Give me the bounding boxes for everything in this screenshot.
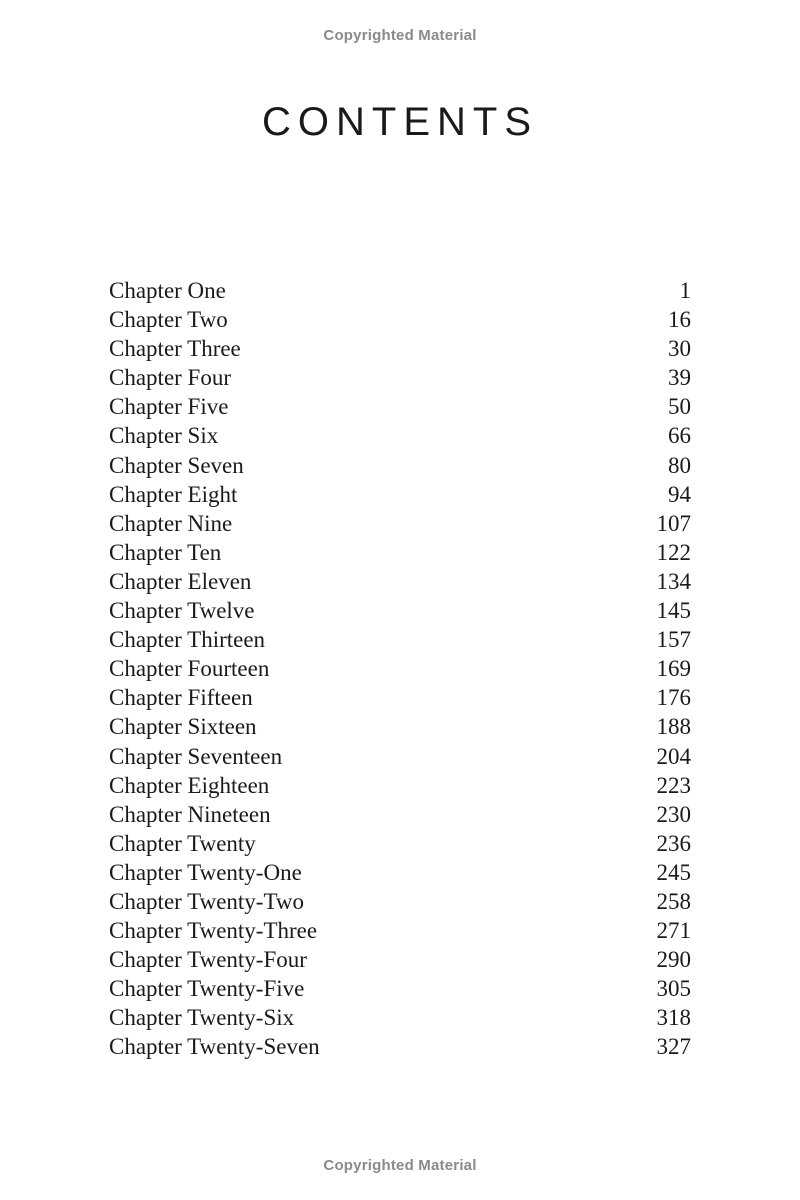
toc-page-number: 245	[656, 859, 691, 885]
toc-chapter-title: Chapter One	[109, 278, 226, 303]
toc-row	[109, 887, 691, 916]
toc-page-number: 204	[656, 743, 691, 769]
toc-page-number: 80	[668, 452, 691, 478]
toc-page-number: 305	[656, 976, 691, 1002]
toc-row	[109, 392, 691, 421]
toc-page-number: 16	[668, 307, 691, 333]
toc-chapter-title: Chapter Twenty-One	[109, 859, 302, 885]
toc-page-number: 318	[656, 1005, 691, 1031]
toc-page-number: 122	[656, 539, 691, 565]
toc-page-number: 236	[656, 830, 691, 856]
toc-chapter-title: Chapter Two	[109, 307, 228, 333]
toc-chapter-title: Chapter Sixteen	[109, 714, 257, 740]
toc-page-number: 145	[656, 598, 691, 624]
toc-chapter-title: Chapter Nineteen	[109, 801, 271, 827]
toc-page-number: 157	[656, 627, 691, 653]
toc-chapter-title: Chapter Twelve	[109, 598, 255, 624]
toc-row	[109, 945, 691, 974]
page-title: CONTENTS	[262, 100, 538, 144]
toc-page-number: 258	[656, 888, 691, 914]
toc-row	[109, 916, 691, 945]
toc-row	[109, 334, 691, 363]
toc-chapter-title: Chapter Twenty-Two	[109, 888, 305, 914]
toc-row	[109, 1003, 691, 1032]
toc-chapter-title: Chapter Thirteen	[109, 627, 266, 653]
toc-page-number: 50	[668, 394, 691, 420]
toc-row	[109, 363, 691, 392]
toc-page-number: 290	[656, 947, 691, 973]
toc-page-number: 176	[656, 685, 691, 711]
toc-page-number: 107	[656, 510, 691, 536]
toc-row	[109, 509, 691, 538]
toc-row	[109, 742, 691, 771]
toc-chapter-title: Chapter Twenty	[109, 830, 256, 856]
toc-chapter-title: Chapter Three	[109, 336, 241, 362]
toc-row	[109, 480, 691, 509]
toc-row	[109, 974, 691, 1003]
toc-row	[109, 1032, 691, 1061]
toc-chapter-title: Chapter Four	[109, 365, 232, 391]
toc-page-number: 94	[668, 481, 691, 507]
toc-page-number: 1	[679, 278, 691, 303]
toc-row	[109, 276, 691, 305]
toc-page-number: 327	[656, 1034, 691, 1060]
copyright-watermark-bottom: Copyrighted Material	[323, 1157, 477, 1174]
toc-chapter-title: Chapter Five	[109, 394, 229, 420]
toc-row	[109, 451, 691, 480]
toc-chapter-title: Chapter Seven	[109, 452, 244, 478]
toc-chapter-title: Chapter Twenty-Seven	[109, 1034, 320, 1060]
toc-row	[109, 421, 691, 450]
toc-chapter-title: Chapter Twenty-Six	[109, 1005, 295, 1031]
toc-chapter-title: Chapter Eleven	[109, 568, 252, 594]
toc-row	[109, 567, 691, 596]
toc-page-number: 230	[656, 801, 691, 827]
toc-row	[109, 625, 691, 654]
toc-page-number: 39	[668, 365, 691, 391]
toc-page-number: 134	[656, 568, 691, 594]
toc-row	[109, 538, 691, 567]
copyright-watermark-top: Copyrighted Material	[323, 27, 477, 44]
toc-page-number: 169	[656, 656, 691, 682]
toc-chapter-title: Chapter Six	[109, 423, 219, 449]
toc-chapter-title: Chapter Ten	[109, 539, 222, 565]
table-of-contents	[109, 276, 691, 1062]
toc-page-number: 66	[668, 423, 691, 449]
toc-chapter-title: Chapter Fifteen	[109, 685, 253, 711]
toc-chapter-title: Chapter Fourteen	[109, 656, 270, 682]
toc-chapter-title: Chapter Nine	[109, 510, 233, 536]
toc-row	[109, 654, 691, 683]
toc-row	[109, 596, 691, 625]
toc-page-number: 271	[656, 918, 691, 944]
toc-chapter-title: Chapter Twenty-Five	[109, 976, 305, 1002]
toc-row	[109, 858, 691, 887]
toc-chapter-title: Chapter Eighteen	[109, 772, 270, 798]
toc-row	[109, 829, 691, 858]
toc-row	[109, 771, 691, 800]
toc-chapter-title: Chapter Seventeen	[109, 743, 283, 769]
toc-page-number: 30	[668, 336, 691, 362]
toc-chapter-title: Chapter Twenty-Four	[109, 947, 307, 973]
toc-page-number: 223	[656, 772, 691, 798]
toc-row	[109, 712, 691, 741]
toc-page-number: 188	[656, 714, 691, 740]
toc-row	[109, 305, 691, 334]
toc-chapter-title: Chapter Twenty-Three	[109, 918, 318, 944]
toc-chapter-title: Chapter Eight	[109, 481, 238, 507]
toc-row	[109, 683, 691, 712]
toc-row	[109, 800, 691, 829]
